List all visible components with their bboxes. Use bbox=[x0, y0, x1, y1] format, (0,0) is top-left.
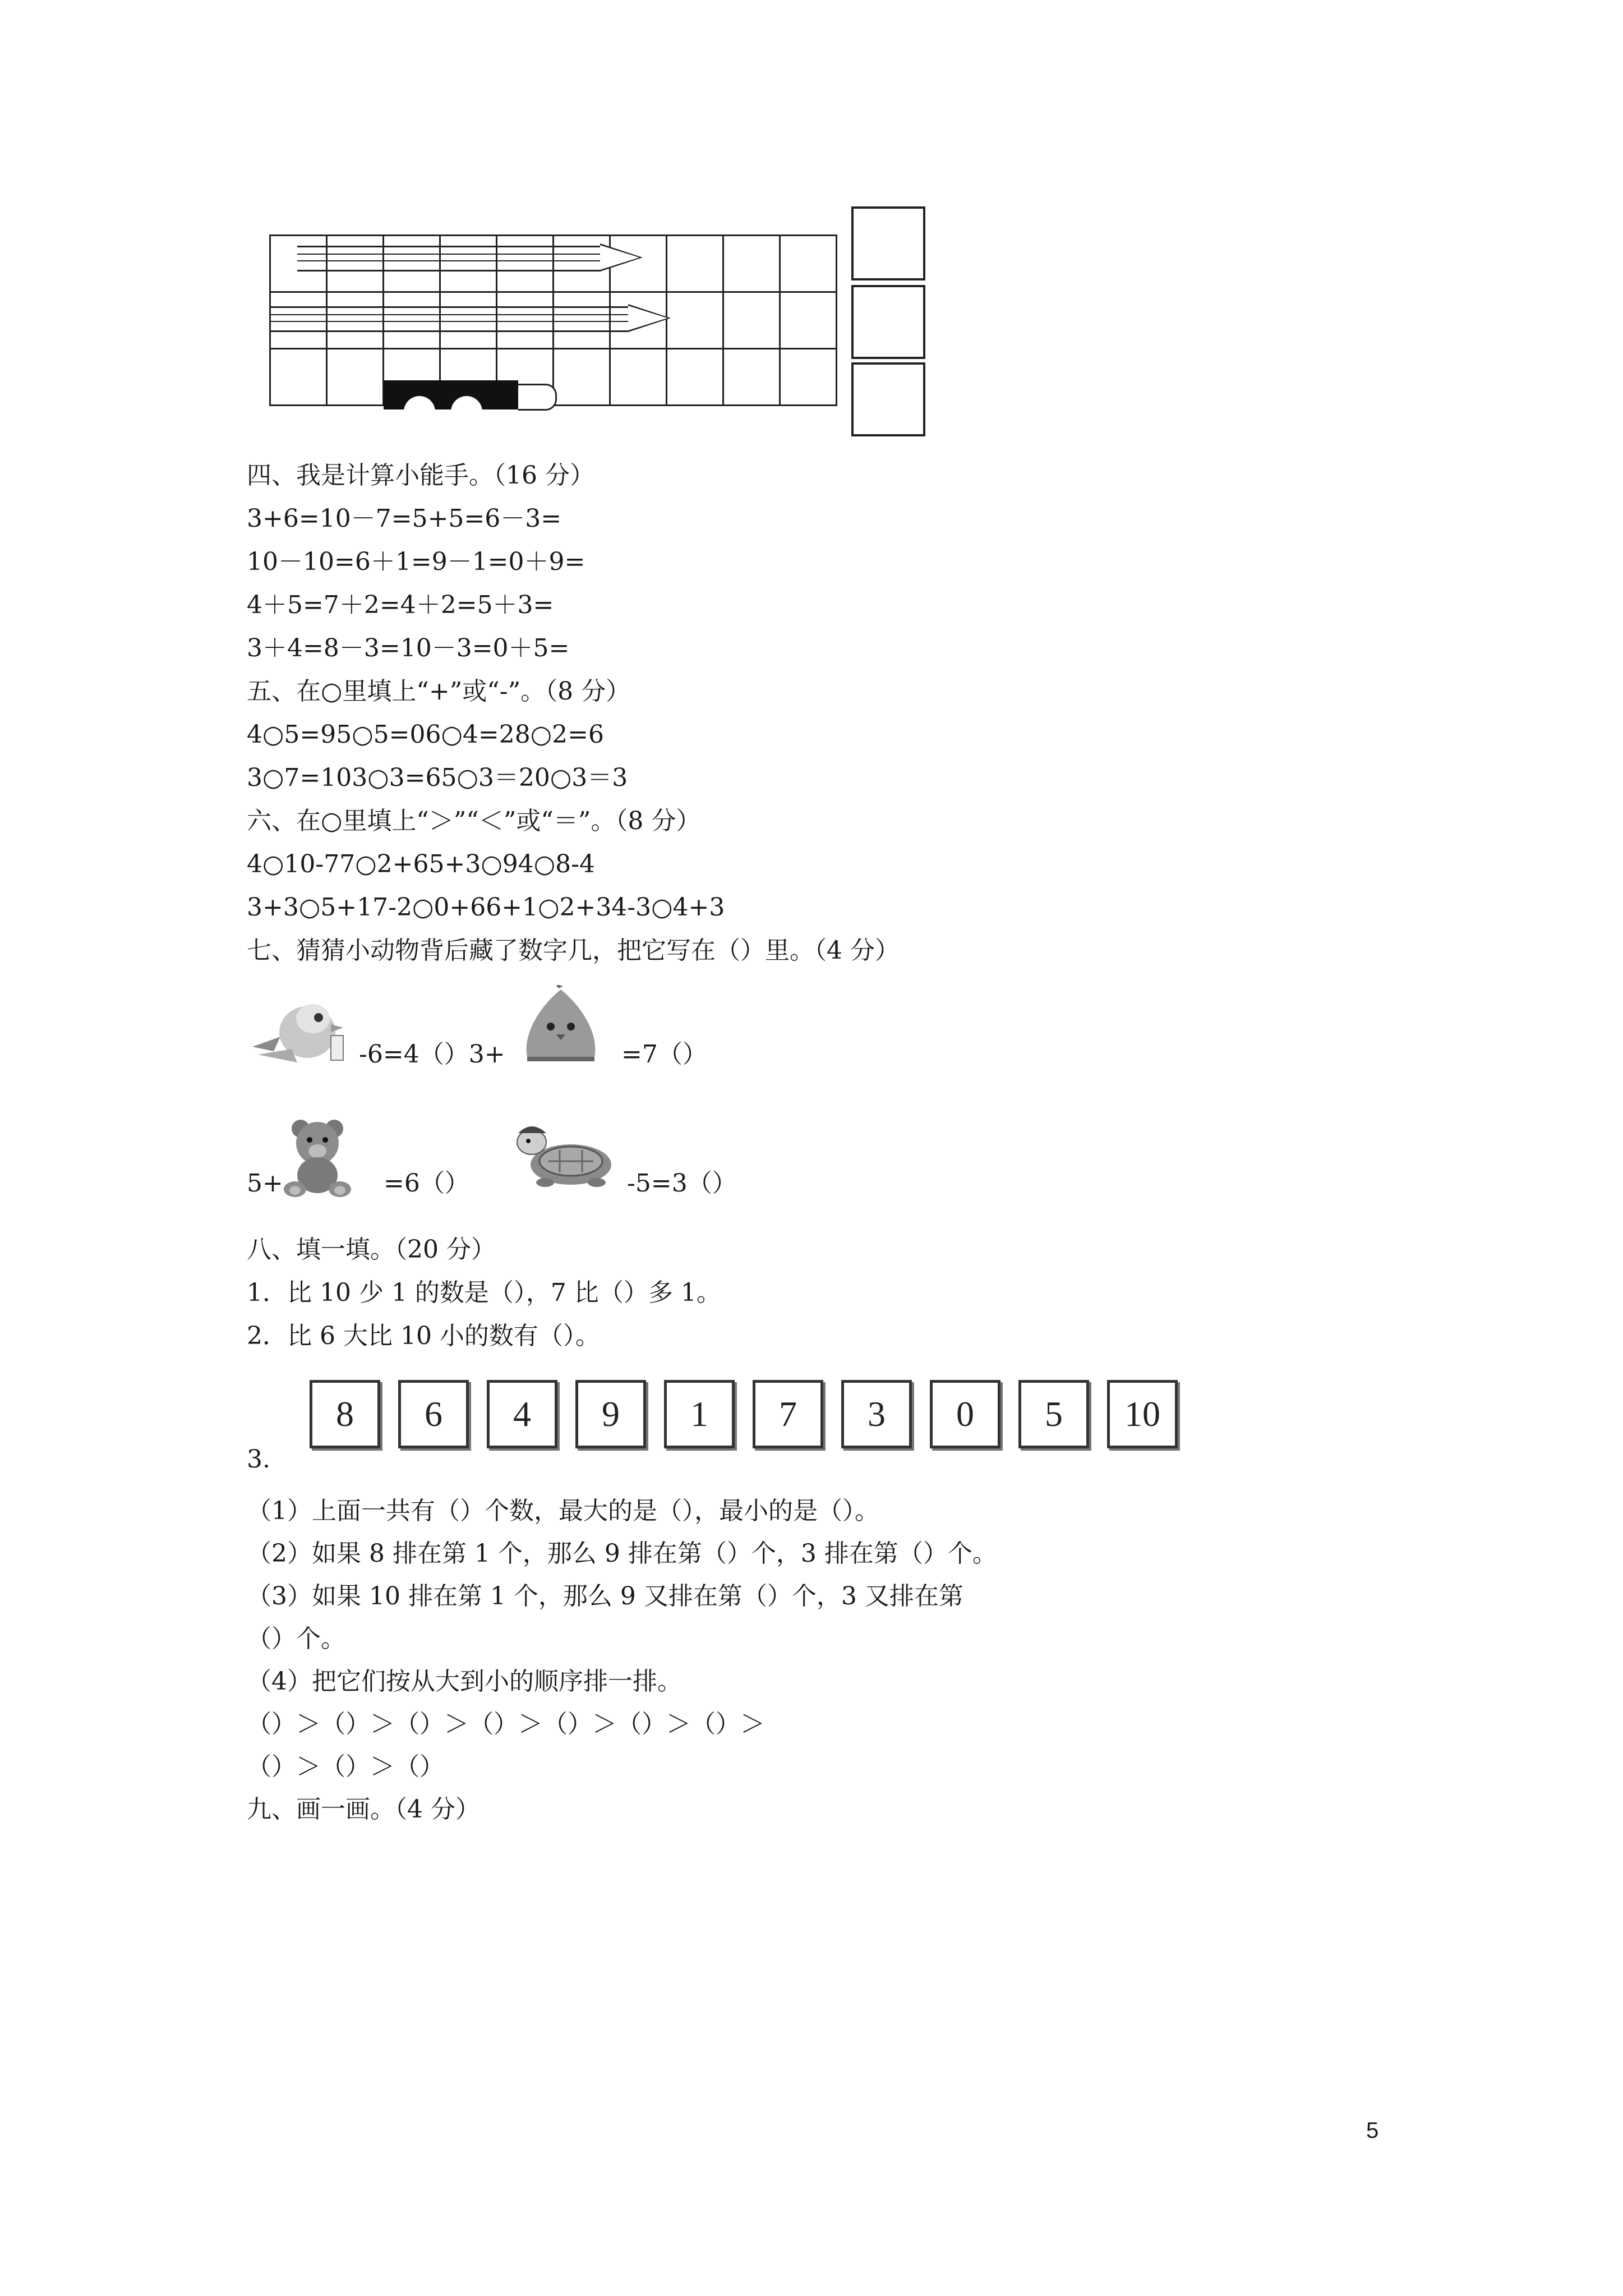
sub-question: （3）如果 10 排在第 1 个，那么 9 又排在第（）个，3 又排在第 bbox=[247, 1582, 963, 1611]
number-card: 0 bbox=[930, 1380, 1000, 1448]
answer-box[interactable] bbox=[851, 285, 925, 359]
answer-box[interactable] bbox=[851, 206, 925, 280]
sign-line: 4○5=95○5=06○4=28○2=6 bbox=[247, 720, 604, 749]
animal-equation: =6（） bbox=[384, 1169, 469, 1198]
number-card: 3 bbox=[841, 1380, 912, 1448]
section-9-title: 九、画一画。（4 分） bbox=[247, 1795, 480, 1824]
animal-equation: -6=4（）3+ bbox=[359, 1040, 505, 1069]
section-7-title: 七、猜猜小动物背后藏了数字几，把它写在（）里。（4 分） bbox=[247, 936, 900, 965]
number-card: 1 bbox=[664, 1380, 735, 1448]
number-card: 9 bbox=[575, 1380, 646, 1448]
sign-line: 3○7=103○3=65○3＝20○3＝3 bbox=[247, 763, 628, 792]
question-1: 1．比 10 少 1 的数是（），7 比（）多 1。 bbox=[247, 1278, 721, 1307]
section-5-title: 五、在○里填上“+”或“-”。（8 分） bbox=[247, 677, 631, 706]
length-grid-figure bbox=[269, 234, 837, 406]
number-card: 7 bbox=[753, 1380, 823, 1448]
sub-question: （1）上面一共有（）个数，最大的是（），最小的是（）。 bbox=[247, 1497, 879, 1525]
question-2: 2．比 6 大比 10 小的数有（）。 bbox=[247, 1322, 600, 1350]
number-card: 8 bbox=[310, 1380, 380, 1448]
calc-line: 4＋5=7＋2=4＋2=5＋3= bbox=[247, 591, 554, 619]
section-8-title: 八、填一填。（20 分） bbox=[247, 1235, 496, 1264]
calc-line: 10－10=6＋1=9－1=0＋9= bbox=[247, 547, 585, 576]
number-cards bbox=[310, 1380, 1178, 1448]
bird-icon bbox=[247, 993, 348, 1066]
animal-equation: 5+ bbox=[247, 1169, 283, 1198]
teddy-bear-icon bbox=[278, 1116, 357, 1200]
pencil-icon bbox=[297, 246, 611, 274]
calc-line: 3＋4=8－3=10－3=0＋5= bbox=[247, 634, 570, 662]
number-card: 10 bbox=[1107, 1380, 1178, 1448]
section-4-title: 四、我是计算小能手。（16 分） bbox=[247, 461, 594, 490]
ordering-line: （）＞（）＞（）＞（）＞（）＞（）＞（）＞ bbox=[247, 1710, 765, 1738]
animal-equation: =7（） bbox=[621, 1040, 707, 1069]
compare-line: 3+3○5+17-2○0+66+1○2+34-3○4+3 bbox=[247, 893, 725, 922]
eraser-icon bbox=[384, 380, 557, 409]
question-3-label: 3. bbox=[247, 1445, 270, 1474]
pencil-icon bbox=[269, 306, 656, 334]
answer-box[interactable] bbox=[851, 362, 925, 436]
number-card: 6 bbox=[398, 1380, 469, 1448]
section-6-title: 六、在○里填上“＞”“＜”或“＝”。（8 分） bbox=[247, 807, 701, 835]
sub-question: （4）把它们按从大到小的顺序排一排。 bbox=[247, 1667, 682, 1696]
turtle-icon bbox=[509, 1116, 621, 1189]
sub-question: （2）如果 8 排在第 1 个，那么 9 排在第（）个，3 排在第（）个。 bbox=[247, 1539, 997, 1568]
ordering-line: （）＞（）＞（） bbox=[247, 1752, 444, 1781]
number-card: 4 bbox=[487, 1380, 557, 1448]
page-number: 5 bbox=[1366, 2118, 1379, 2143]
sub-question: （）个。 bbox=[247, 1625, 345, 1653]
chick-icon bbox=[516, 985, 606, 1069]
number-card: 5 bbox=[1018, 1380, 1089, 1448]
compare-line: 4○10-77○2+65+3○94○8-4 bbox=[247, 850, 595, 878]
animal-equation: -5=3（） bbox=[627, 1169, 737, 1198]
calc-line: 3+6=10－7=5+5=6－3= bbox=[247, 504, 562, 533]
